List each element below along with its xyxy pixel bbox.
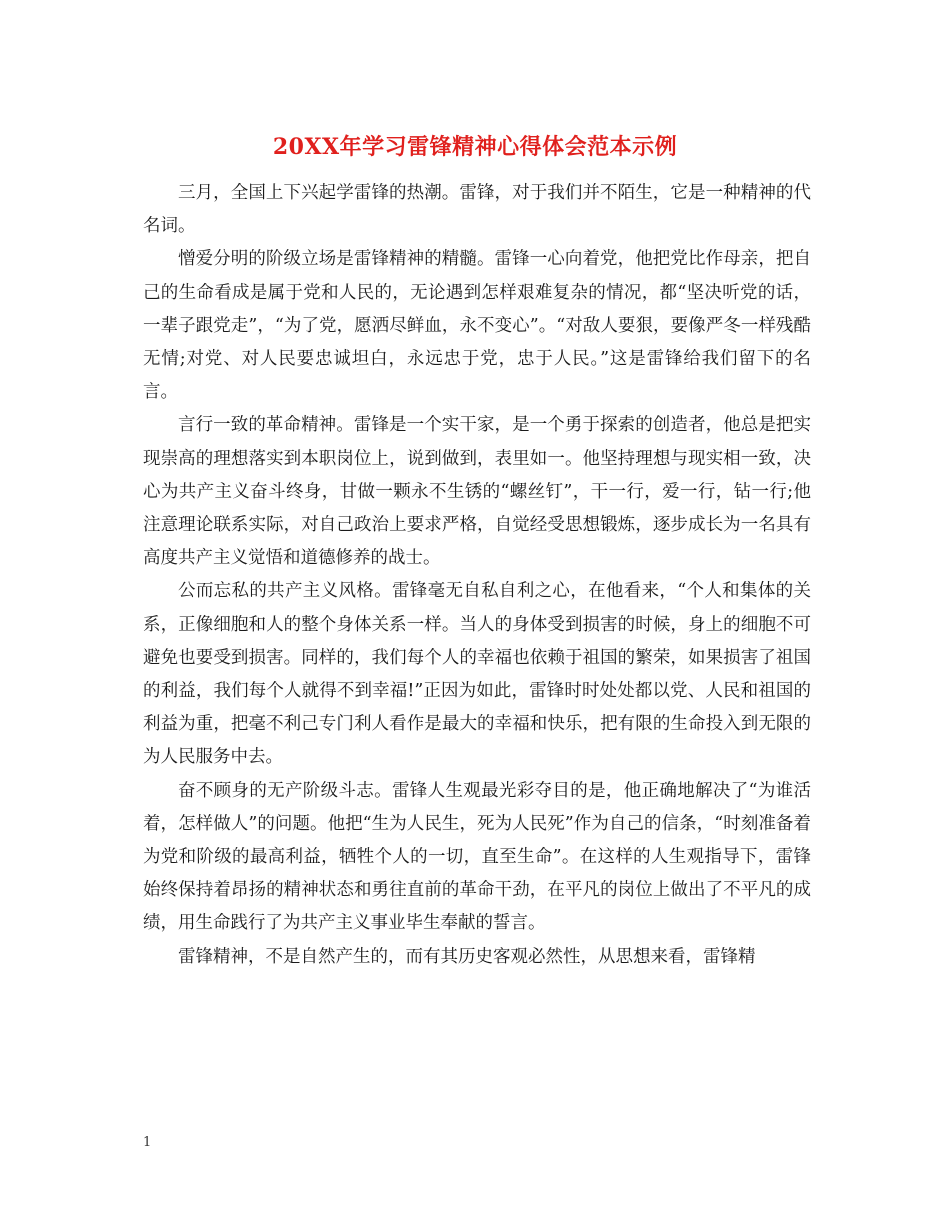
page-title: 20XX年学习雷锋精神心得体会范本示例: [272, 134, 678, 160]
paragraph-4: 公而忘私的共产主义风格。雷锋毫无自私自利之心，在他看来，“个人和集体的关系，正像细胞和人的整个身体关系一样。当人的身体受到损害的时候，身上的细胞不可避免也要受到损害。同样的，我们每个人的幸福也依赖于祖国的繁荣，如果损害了祖国的利益，我们每个人就得不到幸福!”正因为如此，雷锋时时处处都以党、人民和祖国的利益为重，把毫不利己专门利人看作是最大的幸福和快乐，把有限的生命投入到无限的为人民服务中去。: [143, 581, 811, 768]
page-number: 1: [143, 1135, 152, 1150]
paragraph-3: 言行一致的革命精神。雷锋是一个实干家，是一个勇于探索的创造者，他总是把实现崇高的理想落实到本职岗位上，说到做到，表里如一。他坚持理想与现实相一致，决心为共产主义奋斗终身，甘做一颗永不生锈的“螺丝钉”，干一行，爱一行，钻一行;他注意理论联系实际，对自己政治上要求严格，自觉经受思想锻炼，逐步成长为一名具有高度共产主义觉悟和道德修养的战士。: [143, 415, 811, 569]
paragraph-2: 憎爱分明的阶级立场是雷锋精神的精髓。雷锋一心向着党，他把党比作母亲，把自己的生命看成是属于党和人民的，无论遇到怎样艰难复杂的情况，都“坚决听党的话，一辈子跟党走”，“为了党，愿洒尽鲜血，永不变心”。“对敌人要狠，要像严冬一样残酷无情;对党、对人民要忠诚坦白，永远忠于党，忠于人民。”这是雷锋给我们留下的名言。: [143, 249, 811, 403]
document-body: [143, 177, 811, 974]
paragraph-1: 三月，全国上下兴起学雷锋的热潮。雷锋，对于我们并不陌生，它是一种精神的代名词。: [143, 183, 811, 237]
paragraph-6: 雷锋精神，不是自然产生的，而有其历史客观必然性，从思想来看，雷锋精: [178, 946, 756, 967]
paragraph-5: 奋不顾身的无产阶级斗志。雷锋人生观最光彩夺目的是，他正确地解决了“为谁活着，怎样做人”的问题。他把“生为人民生，死为人民死”作为自己的信条，“时刻准备着为党和阶级的最高利益，牺牲个人的一切，直至生命”。在这样的人生观指导下，雷锋始终保持着昂扬的精神状态和勇往直前的革命干劲，在平凡的岗位上做出了不平凡的成绩，用生命践行了为共产主义事业毕生奉献的誓言。: [143, 780, 811, 934]
